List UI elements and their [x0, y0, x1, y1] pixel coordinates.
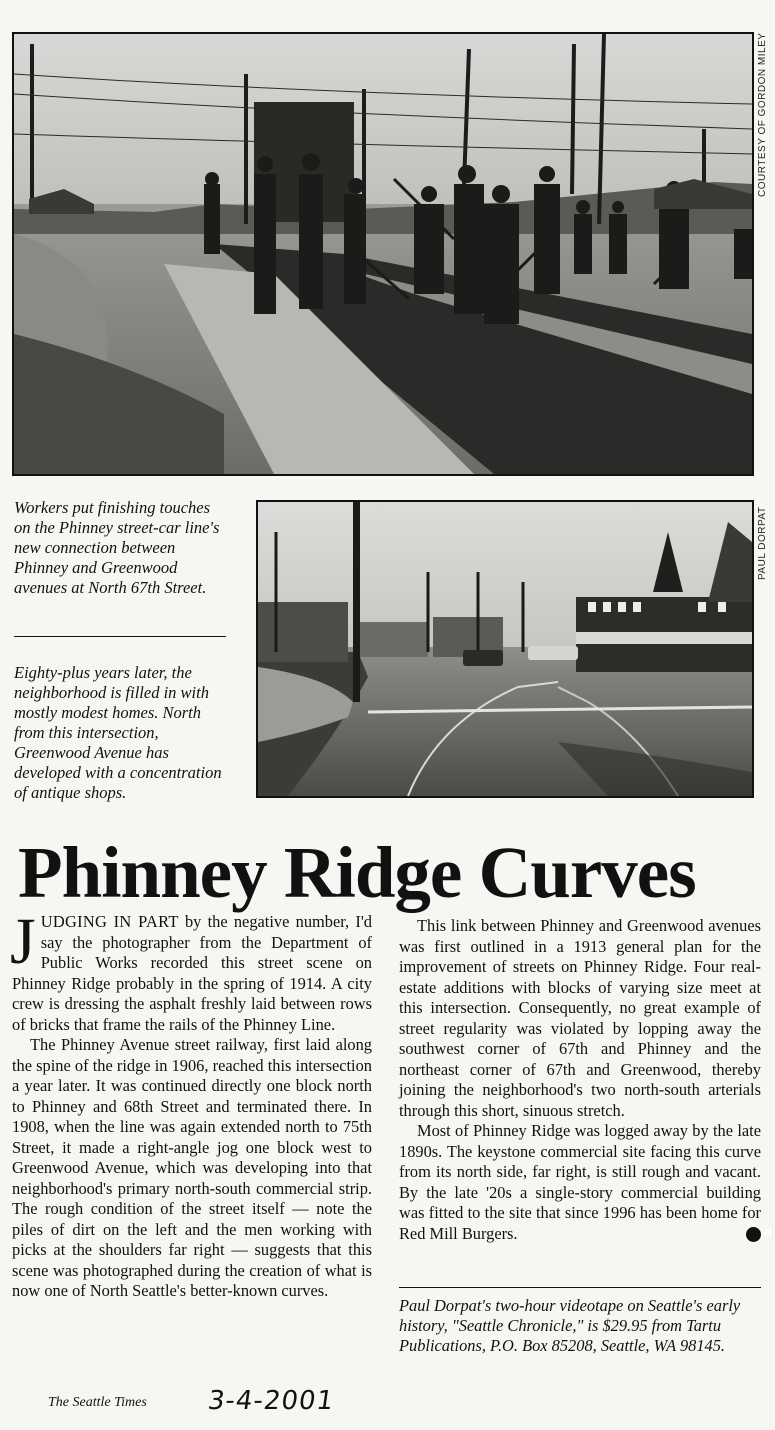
article-column-1 [10, 905, 372, 1302]
paragraph-text: Most of Phinney Ridge was logged away by the late 1890s. The keystone commercial site facing this curve from its north side, far right, is still rough and vacant. By the late '20s a single-story commercial building was fitted to the site that since 1996 has been home for Red Mill Burgers. [399, 1121, 761, 1243]
article-paragraph [399, 1121, 772, 1244]
caption-divider [14, 636, 226, 637]
article-column-2 [399, 916, 772, 1244]
modern-street-photo-illustration [258, 502, 752, 796]
promo-divider [399, 1287, 761, 1288]
photo-credit-bottom: PAUL DORPAT [757, 506, 768, 580]
photo-credit-top: COURTESY OF GORDON MILEY [757, 32, 768, 197]
article-paragraph [10, 905, 372, 1035]
publication-name: The Seattle Times [48, 1395, 147, 1410]
historic-street-photo [12, 32, 754, 476]
article-paragraph: This link between Phinney and Greenwood avenues was first outlined in a 1913 general plan for the improvement of streets on Phinney Ridge. Four real-estate additions with blocks of varying size meet at this intersection. Consequently, no great example of street regularity was violated by lopping away the southwest corner of 67th and Phinney and the northeast corner of 67th and Greenwood, thereby joining the neighborhood's two north-south arterials through this short, sinuous stretch. [399, 916, 761, 1120]
historic-street-photo-illustration [14, 34, 752, 474]
modern-street-photo [256, 500, 754, 798]
caption-modern-photo: Eighty-plus years later, the neighborhood is filled in with mostly modest homes. North from this intersection, Greenwood Avenue has developed with a concentration of antique shops. [14, 663, 222, 802]
article-paragraph: The Phinney Avenue street railway, first laid along the spine of the ridge in 1906, reached this intersection a year later. It was continued directly one block north to Phinney and 68th Street and terminated there. In 1908, when the line was again extended north to 75th Street, it made a right-angle jog one block west to Greenwood Avenue, which was developing into that neighborhood's primary north-south commercial strip. The rough condition of the street itself — note the piles of dirt on the left and the men working with picks at the shoulders far right — suggests that this scene was photographed during the creation of what is now one of North Seattle's better-known curves. [12, 1035, 372, 1300]
drop-cap: J [10, 905, 36, 978]
videotape-promo: Paul Dorpat's two-hour videotape on Seattle's early history, "Seattle Chronicle," is $29.95 from Tartu Publications, P.O. Box 85208, Seattle, WA 98145. [399, 1296, 741, 1355]
headline: Phinney Ridge Curves [18, 832, 696, 913]
handwritten-date: 3-4-2001 [205, 1386, 337, 1416]
end-mark-icon: P [746, 1227, 761, 1242]
caption-historic-photo: Workers put finishing touches on the Phinney street-car line's new connection between Phinney and Greenwood avenues at North 67th Street. [14, 498, 220, 597]
lead-caps: UDGING IN PART [40, 912, 179, 931]
paragraph-text: by the negative number, I'd say the photographer from the Department of Public Works recorded this street scene on Phinney Ridge probably in the spring of 1914. A city crew is dressing the asphalt freshly laid between rows of bricks that frame the rails of the Phinney Line. [12, 912, 372, 1034]
